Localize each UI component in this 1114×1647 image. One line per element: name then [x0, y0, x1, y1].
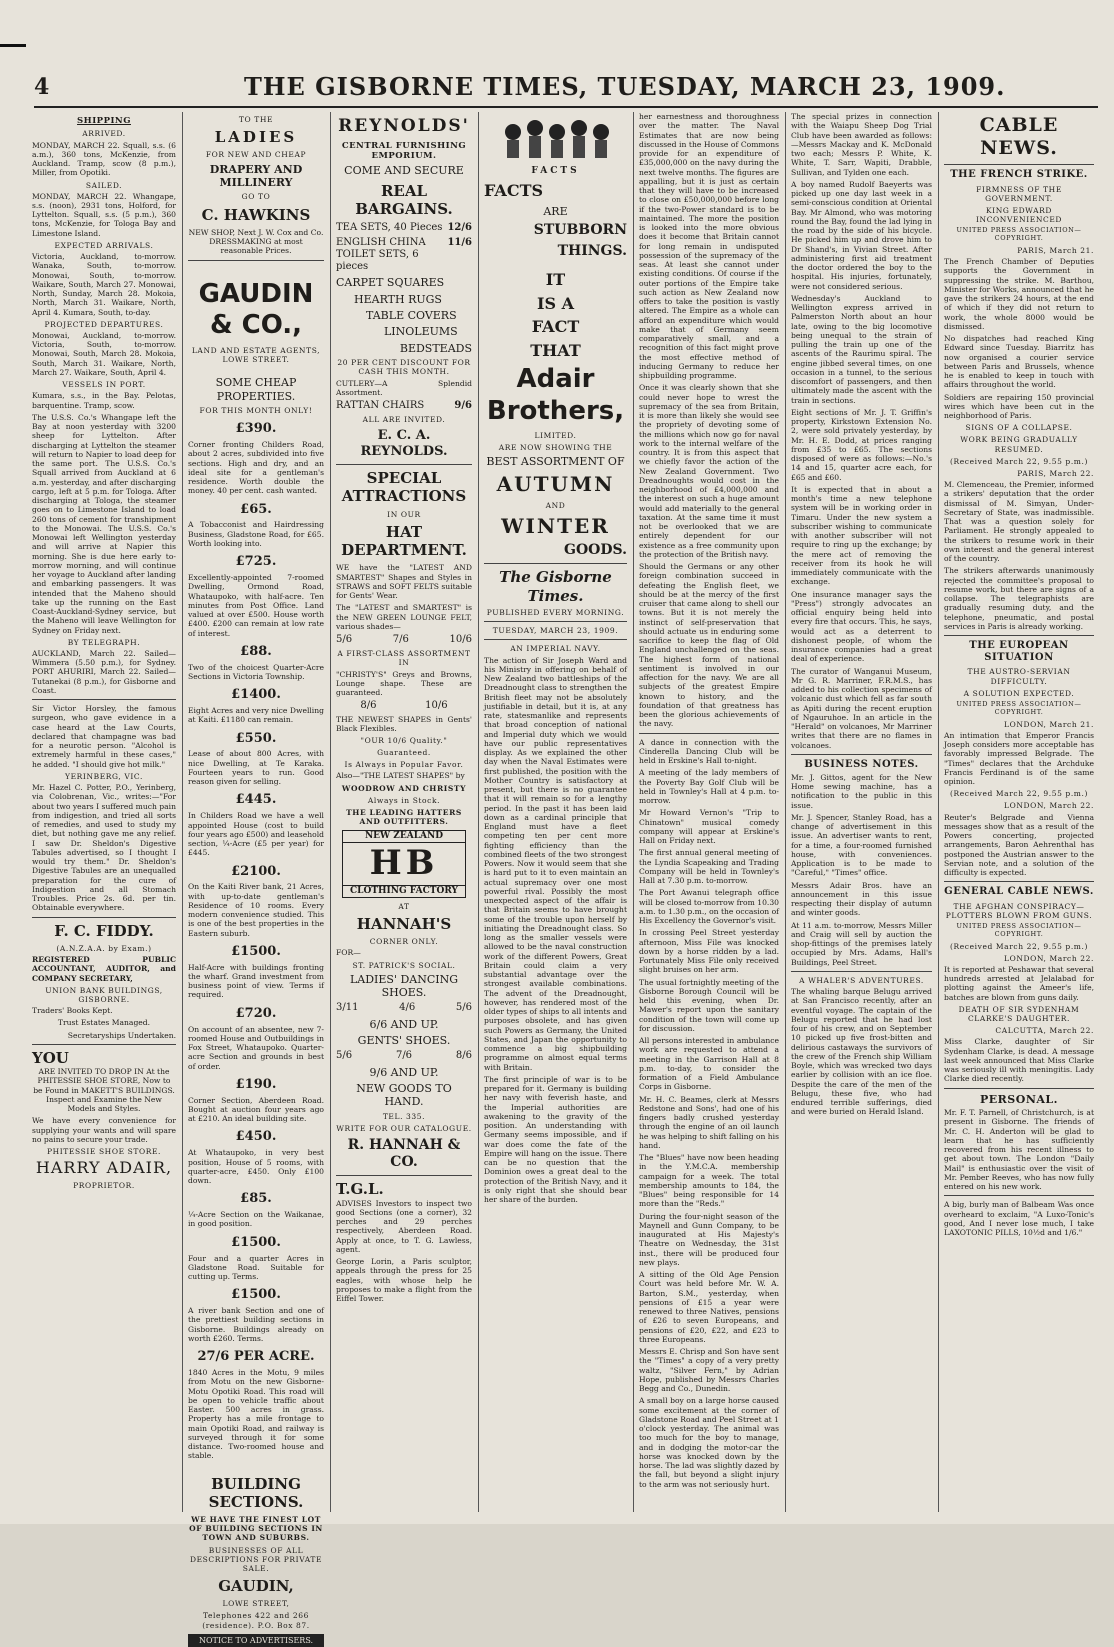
- inport-text: Kumara, s.s., in the Bay. Pelotas, barquentine. Tramp, scow.: [32, 391, 176, 410]
- divider: [188, 260, 324, 261]
- newspaper-title: THE GISBORNE TIMES, TUESDAY, MARCH 23, 1909.: [244, 72, 1006, 101]
- paper-title: The Gisborne Times.: [499, 568, 612, 605]
- local-para: During the four-night season of the Maynell and Gunn Company, to be inaugurated at His Majesty's Theatre on Wednesday, the 31st inst., there will be produced four new plays.: [639, 1211, 779, 1267]
- local-para: The "Blues" have now been heading in the Y.M.C.A. membership campaign for a week. The total membership amounts to 184, the "Blues" being responsible for 14 more than the "Reds.": [639, 1153, 779, 1209]
- woodrow-text: WOODROW AND CHRISTY: [341, 783, 467, 793]
- listing-price: £450.: [235, 1129, 277, 1145]
- masthead: [34, 70, 1098, 104]
- firmness: FIRMNESS OF THE GOVERNMENT.: [976, 184, 1062, 203]
- also-text: Also—"THE LATEST SHAPES" by: [336, 771, 465, 781]
- cable-para: The strikers afterwards unanimously rejected the committee's proposal to resume work, but there are signs of a collapse. The telegraphists are gradually resuming duty, and the telephone, pneumatic, and postal services in Paris is already working.: [944, 566, 1094, 631]
- cable-para: M. Clemenceau, the Premier, informed a strikers' deputation that the order dismissal of M. Simyan, Under-Secretary of State, was inadmissible. That was a question solely for Parliament. He strongly appealed to the strikers to resume work in their own interest and the general interest of the country.: [944, 480, 1094, 564]
- editorial-para: her earnestness and thoroughness over the matter. The Naval Estimates that are now being discussed in the House of Commons provide for an expenditure of £35,000,000 on the navy during the next twelve months. The figures are appalling, but it is just as certain that they will have to be increased to close on £50,000,000 before long if the two-Power standard is to be maintained. The more the position is looked into the more obvious does it become that Britain cannot for long remain in undisputed possession of the supremacy of the seas. At least she cannot under existing conditions. Of course if the outer portions of the Empire take such action as New Zealand now offers to take the position is vastly altered. The Empire as a whole can afford an expenditure which would make that of Germany seem comparatively small, and a recognition of this fact might prove the most effective method of inducing Germany to reduce her shipbuilding programme.: [639, 112, 779, 380]
- ega-name: E. C. A. REYNOLDS.: [360, 428, 448, 460]
- shoe-price-up: 9/6 AND UP.: [369, 1065, 439, 1079]
- listing-text: Eight Acres and very nice Dwelling at Kaiti. £1180 can remain.: [188, 706, 324, 725]
- price: 4/6: [399, 1002, 416, 1014]
- sailed-heading: SAILED.: [85, 180, 123, 190]
- divider: [944, 1195, 1094, 1196]
- telegraph-heading: BY TELEGRAPH.: [67, 637, 141, 647]
- goods-text: NEW GOODS TO HAND.: [356, 1082, 452, 1109]
- emporium-heading: CENTRAL FURNISHING EMPORIUM.: [341, 140, 467, 162]
- stubborn: STUBBORN: [533, 222, 627, 239]
- item-label: ENGLISH CHINA TOILET SETS, 6 pieces: [336, 236, 426, 273]
- news-para: One insurance manager says the "Press") strongly advocates an official enquiry being held into every fire that occurs. This, he says, would act as a deterrent to dishonest people, of whom the insurance companies had a great deal of experience.: [791, 589, 932, 664]
- hat-prices: [336, 700, 472, 712]
- expected-text: Victoria, Auckland, to-morrow. Wanaka, South, to-morrow. Monowai, South, to-morrow. Waikare, South, March 27. Monowai, North, Sunday, March 28. Mokoia, North, March 31. Waikare, North, April 4. Kumara, South, to-day.: [32, 252, 176, 317]
- arrived-heading: ARRIVED.: [82, 129, 126, 139]
- whaler-text: The whaling barque Belugu arrived at San Francisco recently, after an eventful voyage. The captain of the Belugu reported that he had lost four of his crew, and on September 10 picked up five frost-bitten and delirious castaways the survivors of the crew of the French ship William Boyle, which was wrecked two days earlier by collision with an ice floe. Despite the care of the men of the Belugu, these five, who had endured terrible sufferings, died and were buried on Herald Island.: [791, 987, 932, 1117]
- editorial-para: Should the Germans or any other foreign combination succeed in defeating the English fleet, we should be at the mercy of the first cruiser that came along to shell our towns. But it is not merely the instinct of self-preservation that should actuate us in enduring some sacrifice to keep the flag of Old England unchallenged on the seas. The highest form of national sentiment is involved in our affection for the navy. We are all subjects of the greatest Empire known to history, and the foundation of that greatness has been the glorious achievements of the navy.: [639, 562, 779, 729]
- local-para: All persons interested in ambulance work are requested to attend a meeting in the Garrison Hall at 8 p.m. to-day, to consider the formation of a Field Ambulance Corps in Gisborne.: [639, 1036, 779, 1092]
- cable-para: Reuter's Belgrade and Vienna messages show that as a result of the Powers concerting, projected arrangements, Baron Aehrenthal has postponed the Austrian answer to the Servian note, and a solution of the difficulty is expected.: [944, 812, 1094, 878]
- price-row: [336, 222, 472, 234]
- news-para: The curator of Wanganui Museum, Mr G. R. Marriner, F.R.M.S., has added to his collection specimens of volcanic dust which fell as far south as Apiti during the recent eruption of Ngauruhoe. In an article in the "Herald" on volcanoes, Mr Marriner writes that there are no flames in volcanoes.: [791, 666, 932, 750]
- autumn: AUTUMN: [496, 472, 615, 497]
- divider: [32, 1044, 176, 1045]
- listing-text: A river bank Section and one of the prettiest building sections in Gisborne. Buildings already on worth £260. Terms.: [188, 1306, 324, 1343]
- rattan-price: 9/6: [454, 400, 472, 412]
- ladies-shoes: LADIES' DANCING SHOES.: [349, 972, 459, 1000]
- column-ads: [188, 112, 324, 1645]
- discount-text: 20 PER CENT DISCOUNT FOR CASH THIS MONTH.: [337, 358, 471, 377]
- shoe-prices: [336, 1002, 472, 1014]
- strike-heading: THE FRENCH STRIKE.: [950, 169, 1088, 181]
- fiddy-line: Traders' Books Kept.: [32, 1006, 113, 1016]
- divider: [944, 635, 1094, 636]
- adair-logo: Adair: [516, 364, 595, 395]
- facts: FACTS: [484, 181, 544, 201]
- column-divider: [938, 112, 939, 1512]
- nz-label: NEW ZEALAND: [343, 831, 465, 843]
- news-para: A boy named Rudolf Baeyerts was picked up one day last week in a semi-conscious condition at Oriental Bay. Mr Almond, who was motoring round the Bay, found the lad lying in the road by the side of his bicycle. He picked him up and drove him to Dr Shand's, in Vivian Street. After administering first aid treatment the doctor ordered the boy to the hospital. His injuries, fortunately, were not considered serious.: [791, 179, 932, 291]
- dateline: LONDON, March 21.: [1004, 719, 1094, 729]
- price: 7/6: [395, 1050, 413, 1062]
- list-item: BEDSTEADS: [399, 341, 472, 355]
- local-para: Mr. H. C. Beames, clerk at Messrs Redstone and Sons', had one of his fingers badly crushed yesterday through the engine of an oil launch he was helping to shift falling on his hand.: [639, 1094, 779, 1150]
- divider: [336, 464, 472, 465]
- and: AND: [545, 500, 566, 510]
- listing-price: £2100.: [231, 863, 281, 879]
- column-cable: [944, 112, 1094, 1517]
- fiddy-line: Trust Estates Managed.: [57, 1018, 151, 1028]
- arrived-text: MONDAY, MARCH 22. Squall, s.s. (6 a.m.), 360 tons, McKenzie, from Auckland. Tramp, scow (8 p.m.), Miller, from Opotiki.: [32, 140, 176, 178]
- listing-text: On the Kaiti River bank, 21 Acres, with up-to-date gentleman's Residence of 10 rooms. Every modern convenience studied. This is one of the best properties in the Eastern suburb.: [188, 882, 324, 938]
- limited: LIMITED.: [534, 430, 577, 440]
- list-item: CARPET SQUARES: [336, 276, 445, 290]
- cutlery-text: CUTLERY—A Splendid Assortment.: [336, 378, 472, 397]
- listing-text: Corner fronting Childers Road, about 2 acres, subdivided into five sections. High and dry, and an ideal site for a gentleman's residence. Worth double the money. 40 per cent. cash wanted.: [188, 440, 324, 496]
- fiddy-text: REGISTERED PUBLIC ACCOUNTANT, AUDITOR, and COMPANY SECRETARY,: [32, 955, 176, 983]
- invited-text: ALL ARE INVITED.: [362, 415, 446, 425]
- upa-line: UNITED PRESS ASSOCIATION—COPYRIGHT.: [956, 921, 1082, 938]
- listing-price: £1500.: [231, 943, 281, 959]
- afghan-heading: THE AFGHAN CONSPIRACY—PLOTTERS BLOWN FROM GUNS.: [945, 901, 1093, 920]
- dateline: CALCUTTA, March 22.: [995, 1026, 1094, 1036]
- for-new: FOR NEW AND CHEAP: [205, 150, 307, 160]
- listing-price: £550.: [235, 730, 277, 746]
- hat-prices: [336, 634, 472, 646]
- nz-hb-logo: [342, 830, 466, 897]
- real-bargains: REAL BARGAINS.: [355, 181, 453, 219]
- navy-text: The action of Sir Joseph Ward and his Ministry in offering on behalf of New Zealand two battleships of the Dreadnought class to strengthen the British fleet may not be absolutely justifiable in detail, but it is, at any rate, statesmanlike and represents that broad conception of national and Imperial duty which we would have our public representatives display. As we explained the other day when the Naval Estimates were first published, the position with the Mother Country is satisfactory at present, but there is no guarantee that it will remain so for a lengthy period. In the past it has been laid down as a cardinal principle that England must have a fleet competing ten per cent more fighting efficiency than the combined fleets of the two strongest Powers. Now it would seem that she is hard put to it to even maintain an actual supremacy over one most powerful rival. Possibly the most unexpected aspect of the affair is that Britain seems to have brought some of the trouble upon herself by initiating the Dreadnought class. So long as the smaller vessels were allowed to be the naval construction work of the different Powers, Great Britain could claim a very substantial advantage over the strongest available combinations. The advent of the Dreadnought, however, has rendered most of the older types of ships to all intents and purposes obsolete, and has given such Powers as Germany, the United States, and Japan the opportunity to commence a big shipbuilding programme on almost equal terms with Britain.: [484, 655, 627, 1072]
- cable-para: The French Chamber of Deputies supports the Government in suppressing the strike. M. Barthou, Minister for Works, announced that he gave the strikers 24 hours, at the end of which if they did not return to work, the whole 8000 would be dismissed.: [944, 257, 1094, 331]
- you-text: ARE INVITED TO DROP IN At the PHITESSIE SHOE STORE, Now to be Found in MAKETT'S BUILDINGS. Inspect and Examine the New Models and Styles.: [33, 1067, 175, 1114]
- sailed-text: MONDAY, MARCH 22. Whangape, s.s. (noon), 2931 tons, Holford, for Lyttelton. Squall, s.s. (5 p.m.), 360 tons, McKenzie, for Tologa Bay and Limestone Island.: [32, 191, 176, 238]
- upa-line: UNITED PRESS ASSOCIATION—COPYRIGHT.: [956, 226, 1082, 243]
- listing-text: Four and a quarter Acres in Gladstone Road. Suitable for cutting up. Terms.: [188, 1253, 324, 1282]
- favor-text: Is Always in Popular Favor.: [344, 760, 464, 770]
- austro-heading: THE AUSTRO-SERVIAN DIFFICULTY.: [967, 667, 1071, 686]
- guaranteed-text: Guaranteed.: [377, 748, 431, 758]
- local-para: In crossing Peel Street yesterday afternoon, Miss File was knocked down by a horse ridden by a lad. Fortunately Miss File only received slight bruises on her arm.: [639, 928, 779, 975]
- price: 8/6: [360, 700, 377, 712]
- hat-heading: HAT DEPARTMENT.: [341, 522, 467, 560]
- clothing-label: CLOTHING FACTORY: [343, 885, 465, 897]
- business-para: Mr. J. Spencer, Stanley Road, has a change of advertisement in this issue. An advertiser wants to rent, for a time, a four-roomed furnished house, with conveniences. Application is to be made to "Careful," "Times" office.: [791, 812, 932, 878]
- it: IT: [545, 270, 566, 290]
- listing-price: £725.: [235, 554, 277, 570]
- shipping-news: The U.S.S. Co.'s Whangape left the Bay at noon yesterday with 3200 sheep for Lyttelton. After discharging at Lyttelton the steamer will return to Napier to load deep for the same port. The U.S.S. Co.'s Squall arrived from Auckland at 6 a.m. yesterday, and after discharging cargo, left at 5 p.m. for Tologa. After discharging at Tologa, the steamer goes on to Limestone Island to load 260 tons of cement for transhipment to the Monowai. The U.S.S. Co.'s Monowai left Wellington yesterday and will arrive at Napier this morning. She is due here early to-morrow morning, and will continue her voyage to Auckland after landing and embarking passengers. It was intended that the Maheno should take up the running on the East Coast-Auckland-Sydney service, but the Maheno will leave Wellington for Sydney on Friday next.: [32, 412, 176, 635]
- personal-para: Mr. F. T. Parnell, of Christchurch, is at present in Gisborne. The friends of Mr. C. H. Anderton will be glad to learn that he has sufficiently recovered from his recent illness to get about town. The London "Daily Mail" is enthusiastic over the visit of Mr. Pember Reeves, who has now fully entered on his new work.: [944, 1108, 1094, 1192]
- price: 8/6: [455, 1050, 472, 1062]
- local-para: The usual fortnightly meeting of the Gisborne Borough Council will be held this evening, when Dr. Mawer's report upon the sanitary condition of the town will come up for discussion.: [639, 977, 779, 1033]
- gaudin-footer: GAUDIN,: [218, 1576, 294, 1595]
- newest-text: THE NEWEST SHAPES in Gents' Black Flexibles.: [336, 714, 472, 733]
- latest-text: The "LATEST and SMARTEST" is the NEW GREEN LOUNGE FELT, various shades—: [336, 603, 472, 631]
- stpat-text: ST. PATRICK'S SOCIAL.: [352, 960, 456, 970]
- solution-heading: A SOLUTION EXPECTED.: [963, 688, 1075, 698]
- divider: [32, 917, 176, 918]
- dateline: PARIS, March 21.: [1017, 245, 1094, 255]
- column-news: [791, 112, 932, 1517]
- proprietor: PROPRIETOR.: [73, 1180, 135, 1190]
- dateline: LONDON, March 22.: [1004, 953, 1094, 963]
- listing-price: £88.: [240, 643, 272, 659]
- yerinberg-text: Mr. Hazel C. Potter, P.O., Yerinberg, via Colobrenan, Vic., writes:—"For about two years I suffered much pain from indigestion, and tried all sorts of remedies, and used to study my diet, but nothing gave me any relief. I saw Dr. Sheldon's Digestive Tabules advertised, so I thought I would try them." Dr. Sheldon's Digestive Tabules are an unequalled preparation for the cure of Indigestion and all Stomach Troubles. Price 2s. 6d. per tin. Obtainable everywhere.: [32, 783, 176, 913]
- christys-text: "CHRISTY'S" Greys and Browns, Lounge shape. These are guaranteed.: [336, 669, 472, 698]
- lorin-text: George Lorin, a Paris sculptor, appeals through the press for 25 eagles, with whose help he proposes to make a flight from the Eiffel Tower.: [336, 1257, 472, 1304]
- facts-banner-text: FACTS: [531, 166, 580, 177]
- listing-price: £1500.: [231, 1234, 281, 1250]
- tgl-text: ADVISES Investors to inspect two good Sections (one a corner), 32 perches and 29 perches respectively, Aberdeen Road. Apply at once, to T. G. Lawless, agent.: [336, 1198, 472, 1254]
- fiddy-address: UNION BANK BUILDINGS, GISBORNE.: [45, 985, 163, 1004]
- column-reynolds: [336, 112, 472, 1517]
- listing-text: Lease of about 800 Acres, with nice Dwelling, at Te Karaka. Fourteen years to run. Good reason given for selling.: [188, 749, 324, 787]
- whaler-heading: A WHALER'S ADVENTURES.: [799, 975, 924, 985]
- listing-text: Corner Section, Aberdeen Road. Bought at auction four years ago at £210. An ideal building site.: [188, 1095, 324, 1124]
- king-heading: KING EDWARD INCONVENIENCED: [975, 205, 1063, 224]
- divider: [484, 639, 627, 640]
- projected-text: Monowai, Auckland, to-morrow. Victoria, South, to-morrow. Monowai, South, March 28. Mokoia, South, March 31. Waikare, North, March 27. Waikare, South, April 4.: [32, 330, 176, 377]
- in-our: IN OUR: [387, 509, 421, 519]
- price: 5/6: [455, 1002, 472, 1014]
- come-secure: COME AND SECURE: [344, 164, 464, 178]
- item-price: 11/6: [447, 236, 472, 248]
- divider: [32, 699, 176, 700]
- leading-text: THE LEADING HATTERS AND OUTFITTERS.: [346, 808, 462, 827]
- received-line: (Received March 22, 9.55 p.m.): [949, 456, 1089, 466]
- firstclass-text: A FIRST-CLASS ASSORTMENT IN: [337, 649, 471, 668]
- notice-bar: NOTICE TO ADVERTISERS.: [188, 1634, 324, 1647]
- column-adair: [484, 112, 627, 1517]
- local-para: A small boy on a large horse caused some excitement at the corner of Gladstone Road and Peel Street at 1 o'clock yesterday. The animal was too much for the boy to manage, and in dodging the motor-car the horse was knocked down by the horse. The lad was slightly dazed by the fall, but beyond a slight injury to the arm was not seriously hurt.: [639, 1396, 779, 1489]
- margin-mark: [0, 44, 26, 47]
- news-para: Wednesday's Auckland to Wellington express arrived in Palmerston North about an hour late, owing to the big locomotive being unequal to the strain of pulling the train up one of the ascents of the Raurimu spiral. The engine jibbed several times, on one occasion in a tunnel, to the serious discomfort of passengers, and then ultimately made the ascent with the train in sections.: [791, 293, 932, 405]
- listing-text: Excellently-appointed 7-roomed Dwelling, Ormond Road, Whataupoko, with half-acre. Ten minutes from Post Office. Land valued at over £500. House worth £400. £200 can remain at low rate of interest.: [188, 573, 324, 638]
- news-para: It is expected that in about a month's time a new telephone system will be in working order in Timaru. Under the new system a subscriber wishing to communicate with another subscriber will not require to ring up the exchange; by the mere act of removing the receiver from its hook he will immediately communicate with the exchange.: [791, 484, 932, 587]
- listing-text: On account of an absentee, new 7-roomed House and Outbuildings in Fox Street, Whataupoko. Quarter-acre Section and grounds in best of order.: [188, 1024, 324, 1071]
- item-price: 12/6: [447, 222, 472, 234]
- facts-banner: [484, 114, 627, 177]
- page-number: 4: [34, 74, 50, 100]
- column-divider: [182, 112, 183, 1512]
- always-text: Always in Stock.: [367, 795, 441, 805]
- editorial-para: Once it was clearly shown that she could never hope to wrest the supremacy of the sea from Britain, it is more than likely she would see the propriety of devoting some of the millions which now go for naval work to the internal welfare of the country. It is from this aspect that we chiefly favor the action of the New Zealand Government. Two Dreadnoughts would cost in the neighborhood of £4,000,000 and the interest on such a huge amount would add materially to the general taxation. At the same time it must not be overlooked that we are entirely dependent for our existence as a free community upon the protection of the British navy.: [639, 383, 779, 559]
- best: BEST ASSORTMENT OF: [486, 455, 625, 469]
- gaudin-sub: LAND AND ESTATE AGENTS, LOWE STREET.: [191, 346, 321, 365]
- you-more: We have every convenience for supplying your wants and will spare no pains to secure your trade.: [32, 1116, 176, 1144]
- store-name: PHITESSIE SHOE STORE.: [46, 1147, 162, 1157]
- divider: [944, 1088, 1094, 1089]
- for-text: FOR—: [336, 948, 361, 958]
- business-para: At 11 a.m. to-morrow, Messrs Miller and Craig will sell by auction the shop-fittings of the premises lately occupied by Mrs. Adams, Hall's Buildings, Peel Street.: [791, 920, 932, 967]
- price: 3/11: [336, 1002, 359, 1014]
- winter: WINTER: [501, 514, 610, 539]
- listing-price: £190.: [235, 1076, 277, 1092]
- listing-price: £390.: [235, 421, 277, 437]
- that: THAT: [530, 340, 581, 360]
- write-text: WRITE FOR OUR CATALOGUE.: [336, 1124, 472, 1134]
- divider: [791, 971, 932, 972]
- upa-line: UNITED PRESS ASSOCIATION—COPYRIGHT.: [956, 699, 1082, 716]
- listing-price: 27/6 PER ACRE.: [197, 1349, 315, 1365]
- lowe-street: LOWE STREET,: [222, 1599, 290, 1609]
- price: 7/6: [392, 634, 409, 646]
- building-heading: BUILDING SECTIONS.: [208, 1474, 304, 1511]
- column-editorial: [639, 112, 779, 1517]
- listing-price: £445.: [235, 792, 277, 808]
- business-para: Mr. J. Gittos, agent for the New Home sewing machine, has a notification to the public in this issue.: [791, 772, 932, 810]
- gents-shoes: GENTS' SHOES.: [357, 1034, 451, 1048]
- column-divider: [330, 112, 331, 1512]
- price: 10/6: [425, 700, 448, 712]
- date-line: TUESDAY, MARCH 23, 1909.: [492, 626, 619, 636]
- list-item: HEARTH RUGS: [354, 292, 442, 306]
- listing-price: £720.: [235, 1005, 277, 1021]
- euro-heading: THE EUROPEAN SITUATION: [969, 640, 1069, 664]
- local-para: Mr Howard Vernon's "Trip to Chinatown" musical comedy company will appear at Erskine's Hall on Friday next.: [639, 808, 779, 845]
- shoe-prices: [336, 1050, 472, 1062]
- finest-text: WE HAVE THE FINEST LOT OF BUILDING SECTIONS IN TOWN AND SUBURBS.: [189, 1515, 323, 1543]
- column-divider: [478, 112, 479, 1512]
- divider: [484, 563, 627, 564]
- drapery-heading: DRAPERY AND MILLINERY: [209, 162, 303, 189]
- hannahs-heading: HANNAH'S: [356, 914, 452, 933]
- navy-heading: AN IMPERIAL NAVY.: [510, 644, 601, 654]
- resumed-heading: WORK BEING GRADUALLY RESUMED.: [960, 435, 1078, 454]
- laxotonic-ad: A big, burly man of Balbeam Was once overheard to exclaim, "A Luxo-Tonic's good, And I never lose much, I take LAXOTONIC PILLS, 10½d and 1/6.": [944, 1200, 1094, 1238]
- to-the: TO THE: [238, 115, 274, 124]
- divider: [944, 881, 1094, 882]
- hb-label: HB: [369, 843, 439, 884]
- corner-text: CORNER ONLY.: [369, 937, 439, 947]
- item-label: TEA SETS, 40 Pieces: [336, 222, 443, 234]
- navy-more: The first principle of war is to be prepared for it. Germany is building her navy with feverish haste, and the Imperial authorities are awakening to the gravity of the position. An understanding with Germany seems impossible, and if war does come the fate of the Empire will hang on the issue. There can be no question that the Dominion owes a great deal to the protection of the British Navy, and it is only right that she should bear her share of the burden.: [484, 1074, 627, 1204]
- dateline: LONDON, March 22.: [1004, 801, 1094, 811]
- listing-price: £1500.: [231, 1287, 281, 1303]
- price: 10/6: [449, 634, 472, 646]
- brothers-logo: Brothers,: [486, 396, 625, 427]
- showing: ARE NOW SHOWING THE: [498, 442, 613, 452]
- news-para: The special prizes in connection with the Waiapu Sheep Dog Trial Club have been awarded as follows:—Messrs Mackay and K. McDonald two each; Messrs P. White, K. White, T. Sarr, Wapiti, Drabble, Sullivan, and Tylden one each.: [791, 112, 932, 177]
- divider: [336, 1175, 472, 1176]
- projected-heading: PROJECTED DEPARTURES.: [44, 319, 164, 329]
- property-listings: [188, 421, 324, 1460]
- general-heading: GENERAL CABLE NEWS.: [944, 886, 1094, 898]
- price: 5/6: [336, 634, 353, 646]
- shipping-heading: SHIPPING: [77, 116, 131, 126]
- special-heading: SPECIAL ATTRACTIONS: [341, 469, 467, 506]
- local-para: The first annual general meeting of the Lyndia Scapeaking and Trading Company will be held in Townley's Hall at 7.30 p.m. to-morrow.: [639, 848, 779, 885]
- hawkins-name: C. HAWKINS: [201, 205, 311, 224]
- cable-para: It is reported at Peshawar that several hundreds arrested at Jelalabad for plotting against the Ameer's life, batches are blown from guns daily.: [944, 964, 1094, 1002]
- ladies-heading: LADIES: [214, 128, 298, 147]
- local-para: The Port Awanui telegraph office will be closed to-morrow from 10.30 a.m. to 1.30 p.m., on the occasion of His Excellency the Governor's visit.: [639, 888, 779, 925]
- cable-heading: CABLE NEWS.: [979, 114, 1059, 160]
- listing-text: At Whataupoko, in very best position, House of 5 rooms, with quarter-acre, £450. Only £100 down.: [188, 1148, 324, 1186]
- adair-name: HARRY ADAIR,: [35, 1158, 173, 1178]
- tgl-heading: T.G.L.: [336, 1180, 384, 1199]
- our-text: "OUR 10/6 Quality.": [360, 736, 448, 746]
- column-shipping: [32, 112, 176, 1517]
- listing-text: ¼-Acre Section on the Waikanae, in good position.: [188, 1210, 324, 1229]
- listing-text: 1840 Acres in the Motu, 9 miles from Motu on the new Gisborne-Motu Opotiki Road. This road will be open to vehicle traffic about Easter. 500 acres in grass. Property has a mile frontage to main Opotiki Road, and railway is surveyed through it for some distance. Two-roomed house and stable.: [188, 1368, 324, 1461]
- listing-price: £85.: [240, 1191, 272, 1207]
- received-line: (Received March 22, 9.55 p.m.): [949, 789, 1089, 799]
- is-a: IS A: [536, 293, 575, 313]
- cable-para: Soldiers are repairing 150 provincial wires which have been cut in the neighborhood of Paris.: [944, 392, 1094, 421]
- rattan-label: RATTAN CHAIRS: [336, 400, 425, 412]
- local-para: A dance in connection with the Cinderella Dancing Club will be held in Erskine's Hall to-night.: [639, 737, 779, 765]
- fiddy-name: F. C. FIDDY.: [54, 921, 154, 940]
- inport-heading: VESSELS IN PORT.: [62, 380, 146, 390]
- telegraph-text: AUCKLAND, March 22. Sailed—Wimmera (5.50 p.m.), for Sydney. PORT AHURIRI, March 22. Sailed—Tutanekai (8 p.m.), for Gisborne and Coast.: [32, 648, 176, 695]
- death-heading: DEATH OF SIR SYDENHAM CLARKE'S DAUGHTER.: [958, 1004, 1080, 1024]
- local-para: A meeting of the lady members of the Poverty Bay Golf Club will be held in Townley's Hall at 4 p.m. to-morrow.: [639, 768, 779, 805]
- you-heading: YOU: [32, 1048, 69, 1067]
- gaudin-logo: GAUDIN & CO.,: [198, 278, 314, 341]
- gaudin-telephone: Telephones 422 and 266 (residence). P.O. Box 87.: [202, 1611, 310, 1630]
- listing-price: £65.: [240, 501, 272, 517]
- horsley-text: Sir Victor Horsley, the famous surgeon, who gave evidence in a case heard at the Law Courts, declared that champagne was bad for a neurotic person. "Alcohol is extremely harmful in these cases," he added. "I should give hot milk.": [32, 704, 176, 769]
- things: THINGS.: [557, 243, 627, 260]
- listing-text: A Tobacconist and Hairdressing Business, Gladstone Road, for £65. Worth looking into.: [188, 520, 324, 548]
- local-para: Messrs E. Chrisp and Son have sent the "Times" a copy of a very pretty waltz, "Silver Fern," by Adrian Hope, published by Messrs Charles Begg and Co., Dunedin.: [639, 1347, 779, 1393]
- reynolds-heading: REYNOLDS': [338, 116, 470, 136]
- hat-text: WE have the "LATEST AND SMARTEST" Shapes and Styles in STRAWS and SOFT FELTS suitable for Gents' Wear.: [336, 563, 472, 601]
- fact: FACT: [531, 317, 580, 337]
- expected-heading: EXPECTED ARRIVALS.: [54, 240, 154, 250]
- some-cheap: SOME CHEAP PROPERTIES.: [215, 376, 297, 403]
- at-text: AT: [398, 901, 410, 911]
- divider: [944, 164, 1094, 165]
- fiddy-line: Secretaryships Undertaken.: [67, 1030, 176, 1040]
- divider: [639, 733, 779, 734]
- divider: [791, 754, 932, 755]
- signs-heading: SIGNS OF A COLLAPSE.: [965, 423, 1073, 433]
- business-heading: BUSINESS NOTES.: [804, 758, 919, 770]
- cable-para: An intimation that Emperor Francis Joseph considers more acceptable has favorably impressed Belgrade. The "Times" declares that the Archduke Francis Ferdinand is of the same opinion.: [944, 730, 1094, 787]
- price-row: [336, 400, 472, 412]
- for-month: FOR THIS MONTH ONLY!: [199, 406, 313, 416]
- cable-para: No dispatches had reached King Edward since Tuesday. Biarritz has now organised a courier service between Paris and Brussels, whence he is enabled to keep in touch with affairs throughout the world.: [944, 334, 1094, 390]
- price-row: [336, 237, 472, 274]
- businesses-text: BUSINESSES OF ALL DESCRIPTIONS FOR PRIVATE SALE.: [189, 1545, 323, 1573]
- received-line: (Received March 22, 9.55 p.m.): [949, 941, 1089, 951]
- hannah-co: R. HANNAH & CO.: [347, 1137, 461, 1171]
- shoe-price-up: 6/6 AND UP.: [369, 1017, 439, 1031]
- hawkins-address: NEW SHOP, Next J. W. Cox and Co. DRESSMAKING at most reasonable Prices.: [188, 227, 324, 256]
- facts-figures-icon: [501, 114, 611, 164]
- go-to: GO TO: [241, 192, 271, 202]
- column-divider: [633, 112, 634, 1512]
- price: 5/6: [336, 1050, 353, 1062]
- list-item: TABLE COVERS: [366, 309, 457, 323]
- tel-text: TEL. 335.: [382, 1111, 426, 1121]
- listing-text: Two of the choicest Quarter-Acre Sections in Victoria Township.: [188, 662, 324, 681]
- fiddy-qualification: (A.N.Z.A.A. by Exam.): [56, 943, 152, 953]
- published: PUBLISHED EVERY MORNING.: [486, 608, 625, 618]
- column-divider: [785, 112, 786, 1512]
- are: ARE: [543, 204, 568, 218]
- listing-price: £1400.: [231, 687, 281, 703]
- listing-text: Half-Acre with buildings fronting the wharf. Grand investment from business point of view. Terms if required.: [188, 962, 324, 1000]
- listing-text: In Childers Road we have a well appointed House (cost to build four years ago £500) and leasehold section, ¼-Acre (£5 per year) for £445.: [188, 811, 324, 858]
- yerinberg-heading: YERINBERG, VIC.: [65, 771, 143, 781]
- divider: [484, 621, 627, 622]
- masthead-rule: [34, 106, 1098, 108]
- cable-para: Miss Clarke, daughter of Sir Sydenham Clarke, is dead. A message last week announced that Miss Clarke was seriously ill with meningitis. Lady Clarke died recently.: [944, 1037, 1094, 1084]
- personal-heading: PERSONAL.: [980, 1092, 1058, 1106]
- dateline: PARIS, March 22.: [1017, 468, 1094, 478]
- goods: GOODS.: [564, 542, 627, 559]
- news-para: Eight sections of Mr. J. T. Griffin's property, Kirkstown Extension No. 2, were sold privately yesterday, by Mr. H. E. Dodd, at prices ranging from £35 to £65. The sections disposed of were as follows:—No.'s 14 and 15, quarter acre each, for £65 and £60.: [791, 407, 932, 482]
- local-para: A sitting of the Old Age Pension Court was held before Mr. W. A. Barton, S.M., yesterday, when pensions of £15 a year were renewed to three Natives, pensions of £26 to seven Europeans, and pensions of £20, £22, and £23 to three Europeans.: [639, 1270, 779, 1344]
- list-item: LINOLEUMS: [384, 325, 458, 339]
- business-para: Messrs Adair Bros. have an announcement in this issue respecting their display of autumn and winter goods.: [791, 880, 932, 918]
